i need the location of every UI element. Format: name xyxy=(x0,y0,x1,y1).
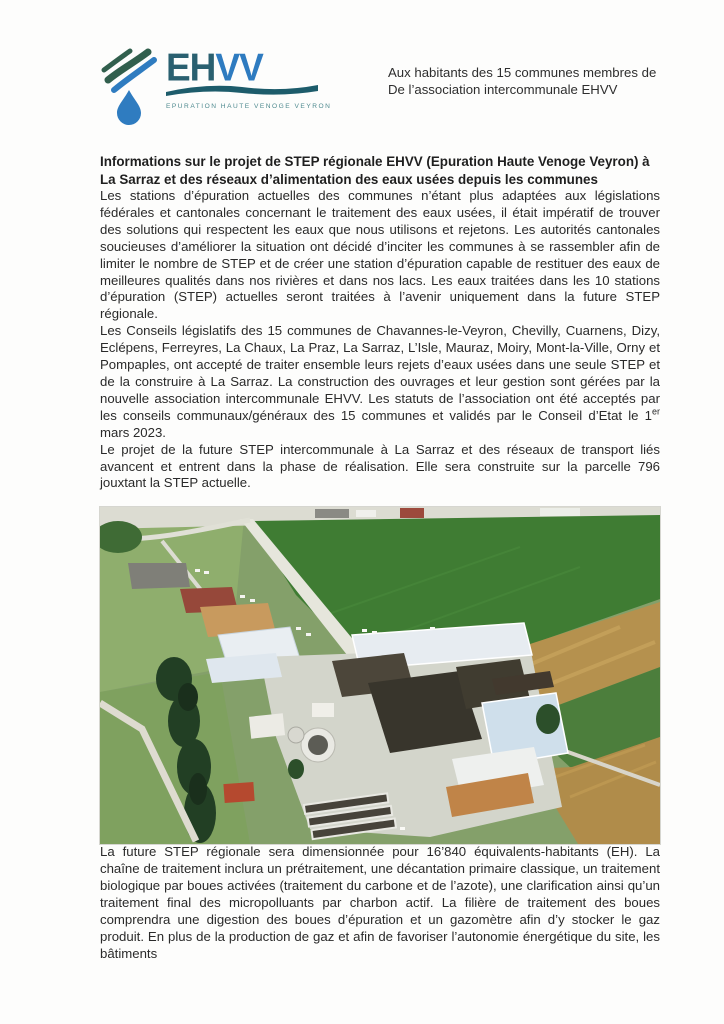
paragraph-communes-text: Les Conseils législatifs des 15 communes de Chavannes-le-Veyron, Chevilly, Cuarnens, Dizy, Eclépens, Ferreyres, La Chaux, La Praz, La Sarraz, L’Isle, Mauraz, Moiry, Mont-la-Ville, Orny et Pompaples, ont accepté de traiter ensemble leurs rejets d’eaux usées dans une seule STEP et de la construire à La Sarraz. La construction des ouvrages et leur gestion sont gérées par la nouvelle association intercommunale EHVV. Les statuts de l’association ont été acceptés par les conseils communaux/généraux des 15 communes et validés par le Conseil d’Etat le 1 xyxy=(100,323,660,423)
top-building-white xyxy=(356,510,376,517)
brand-eh: EH xyxy=(166,46,216,89)
tree-clump-right xyxy=(536,704,560,734)
top-building-red-roof xyxy=(400,508,424,518)
header xyxy=(100,48,660,131)
recipient-line-1: Aux habitants des 15 communes membres de xyxy=(388,65,657,80)
small-shed xyxy=(249,714,285,739)
recipient-line-2: De l’association intercommunale EHVV xyxy=(388,82,618,97)
paragraph-communes-date: mars 2023. xyxy=(100,424,166,440)
clarifier-center xyxy=(308,735,328,755)
ordinal-superscript: er xyxy=(651,406,660,417)
paragraph-context: Les stations d’épuration actuelles des communes n’étant plus adaptées aux législations fédérales et cantonales concernant le traitement des eaux usées, il était impératif de trouver des solutions qui respectent les eaux que nous utilisons et rejetons. Les autorités cantonales soucieuses d’améliorer la situation ont décidé d’inciter les communes à se rassembler afin de limiter le nombre de STEP et de créer une station d’épuration capable de restituer des eaux de meilleures qualités dans nos rivières et dans nos lacs. Les eaux traitées dans les 10 stations d’épuration (STEP) actuelles seront traitées à l’avenir uniquement dans la future STEP régionale. xyxy=(100,188,660,322)
brand-vv: VV xyxy=(215,46,263,89)
logo-tagline: EPURATION HAUTE VENOGE VEYRON xyxy=(166,103,332,110)
paragraph-dimensionnement: La future STEP régionale sera dimensionnée pour 16’840 équivalents-habitants (EH). La chaîne de traitement inclura un prétraitement, une décantation primaire classique, un traitement biologique par boues activées (traitement du carbone et de l’azote), une clarification ainsi qu’un traitement final des micropolluants par charbon actif. La filière de traitement des boues comprendra une digestion des boues d’épuration et un gazomètre afin d’y stocker le gaz produit. En plus de la production de gaz et afin de favoriser l’autonomie énergétique du site, les bâtiments xyxy=(100,844,660,961)
small-shed-2 xyxy=(312,703,334,717)
recipient-block xyxy=(388,48,660,98)
red-roof-house xyxy=(223,782,254,803)
brand-wordmark xyxy=(166,46,331,89)
water-drop-stripes-icon xyxy=(100,48,158,131)
paragraph-projet: Le projet de la future STEP intercommunale à La Sarraz et des réseaux de transport liés avancent et entrent dans la phase de réalisation. Elle sera construite sur la parcelle 796 jouxtant la STEP actuelle. xyxy=(100,441,660,491)
logo-text xyxy=(166,46,332,110)
small-tank xyxy=(288,727,304,743)
letter-title: Informations sur le projet de STEP régionale EHVV (Epuration Haute Venoge Veyron) à La Sarraz et des réseaux d’alimentation des eaux usées depuis les communes xyxy=(100,154,650,187)
top-building-gray xyxy=(315,509,349,518)
tree-clump-center xyxy=(288,759,304,779)
farm-building-gray xyxy=(128,563,190,589)
aerial-photo xyxy=(100,507,660,844)
ehvv-logo xyxy=(100,48,331,131)
top-building-white-2 xyxy=(540,508,580,516)
paragraph-communes xyxy=(100,323,660,441)
